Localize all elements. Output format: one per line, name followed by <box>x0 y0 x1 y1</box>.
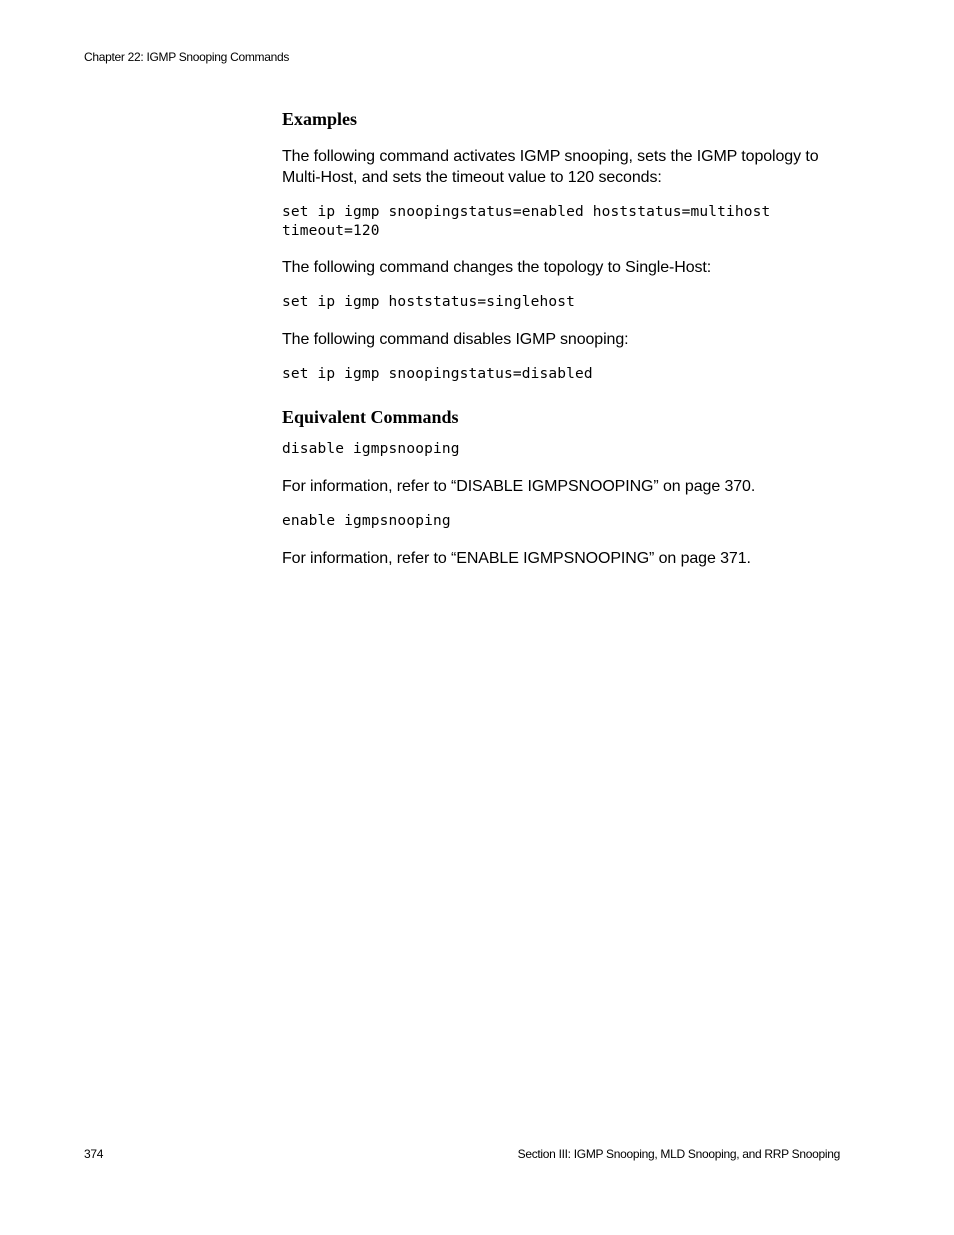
equivalent-reference-1: For information, refer to “DISABLE IGMPSNOOPING” on page 370. <box>282 478 756 495</box>
examples-intro-paragraph-1: The following command activates IGMP snooping, sets the IGMP topology to Multi-Host, and sets the timeout value to 120 seconds: <box>282 148 819 186</box>
code-example-1 <box>282 203 852 241</box>
equivalent-reference-2: For information, refer to “ENABLE IGMPSNOOPING” on page 371. <box>282 550 751 567</box>
equivalent-code-2: enable igmpsnooping <box>282 513 451 529</box>
code-example-3: set ip igmp snoopingstatus=disabled <box>282 366 593 382</box>
examples-intro-paragraph-3: The following command disables IGMP snooping: <box>282 331 629 348</box>
code-example-1-line-1: set ip igmp snoopingstatus=enabled hoststatus=multihost <box>282 204 771 220</box>
examples-heading: Examples <box>282 109 358 129</box>
equivalent-commands-heading: Equivalent Commands <box>282 407 459 427</box>
equivalent-code-1: disable igmpsnooping <box>282 441 460 457</box>
running-header: Chapter 22: IGMP Snooping Commands <box>84 50 290 64</box>
main-content <box>282 106 852 569</box>
page-number: 374 <box>84 1147 104 1161</box>
examples-intro-paragraph-2: The following command changes the topology to Single-Host: <box>282 259 712 276</box>
running-footer-section: Section III: IGMP Snooping, MLD Snooping, and RRP Snooping <box>517 1147 840 1161</box>
code-example-1-line-2: timeout=120 <box>282 223 380 239</box>
code-example-2: set ip igmp hoststatus=singlehost <box>282 294 576 310</box>
